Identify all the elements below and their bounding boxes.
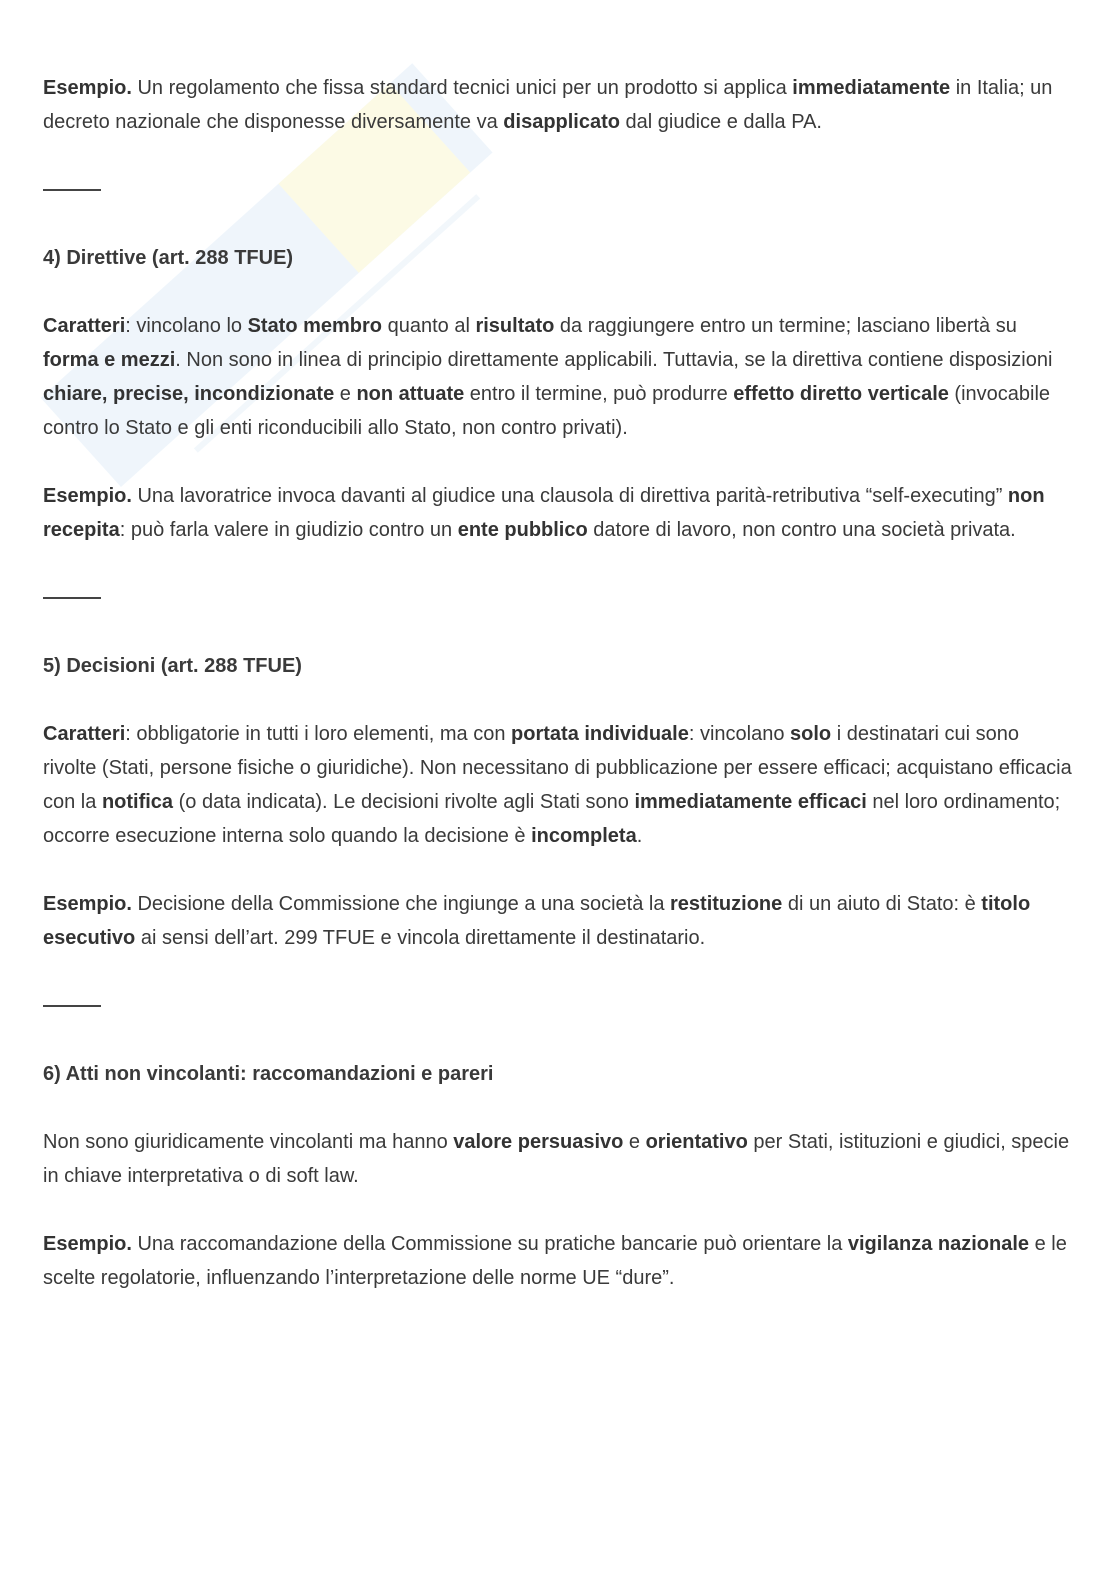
- section-divider: [43, 581, 1073, 615]
- bold-text: immediatamente: [792, 77, 951, 99]
- bold-text: Esempio.: [43, 1233, 132, 1255]
- text-run: . Non sono in linea di principio direttamente applicabili. Tuttavia, se la direttiva contiene disposizioni: [175, 349, 1053, 371]
- text-run: e: [334, 383, 357, 405]
- text-run: nel loro ordinamento; occorre esecuzione interna solo quando la decisione è: [43, 791, 1061, 847]
- text-run: i destinatari cui sono rivolte (Stati, persone fisiche o giuridiche). Non necessitano di pubblicazione per essere efficaci; acquistano efficacia con la: [43, 723, 1072, 813]
- bold-text: non recepita: [43, 485, 1045, 541]
- section-divider: [43, 173, 1073, 207]
- text-run: .: [636, 825, 643, 847]
- text-run: per Stati, istituzioni e giudici, specie in chiave interpretativa o di soft law.: [43, 1131, 1070, 1187]
- text-run: Decisione della Commissione che ingiunge a una società la: [131, 893, 671, 915]
- bold-text: portata individuale: [511, 723, 689, 745]
- text-run: : vincolano lo: [125, 315, 248, 337]
- section-divider: [43, 989, 1073, 1023]
- bold-text: titolo esecutivo: [43, 893, 1031, 949]
- bold-text: Esempio.: [43, 77, 132, 99]
- bold-text: Esempio.: [43, 485, 132, 507]
- bold-text: effetto diretto verticale: [733, 383, 949, 405]
- text-run: dal giudice e dalla PA.: [620, 111, 822, 133]
- paragraph: [43, 309, 1073, 445]
- bold-text: Caratteri: [43, 723, 126, 745]
- bold-text: Stato membro: [247, 315, 383, 337]
- bold-text: incompleta: [531, 825, 637, 847]
- bold-text: vigilanza nazionale: [847, 1233, 1030, 1255]
- text-run: Una raccomandazione della Commissione su pratiche bancarie può orientare la: [131, 1233, 848, 1255]
- text-run: Non sono giuridicamente vincolanti ma hanno: [43, 1131, 454, 1153]
- bold-text: Caratteri: [43, 315, 126, 337]
- text-run: (o data indicata). Le decisioni rivolte agli Stati sono: [173, 791, 635, 813]
- bold-text: orientativo: [645, 1131, 748, 1153]
- bold-text: risultato: [475, 315, 555, 337]
- bold-text: ente pubblico: [457, 519, 588, 541]
- paragraph: [43, 717, 1073, 853]
- bold-text: non attuate: [356, 383, 465, 405]
- paragraph: [43, 1227, 1073, 1295]
- bold-text: forma e mezzi: [43, 349, 176, 371]
- text-run: (invocabile contro lo Stato e gli enti riconducibili allo Stato, non contro privati).: [43, 383, 1051, 439]
- document-body: [43, 71, 1073, 1329]
- bold-text: disapplicato: [503, 111, 620, 133]
- text-run: : può farla valere in giudizio contro un: [119, 519, 458, 541]
- text-run: datore di lavoro, non contro una società privata.: [587, 519, 1016, 541]
- text-run: e le scelte regolatorie, influenzando l’interpretazione delle norme UE “dure”.: [43, 1233, 1067, 1289]
- text-run: quanto al: [382, 315, 476, 337]
- text-run: di un aiuto di Stato: è: [782, 893, 982, 915]
- bold-text: Esempio.: [43, 893, 132, 915]
- bold-text: valore persuasivo: [453, 1131, 624, 1153]
- section-heading: 5) Decisioni (art. 288 TFUE): [43, 655, 302, 677]
- paragraph: [43, 71, 1073, 139]
- text-run: entro il termine, può produrre: [464, 383, 734, 405]
- text-run: e: [623, 1131, 646, 1153]
- bold-text: solo: [790, 723, 832, 745]
- text-run: da raggiungere entro un termine; lasciano libertà su: [554, 315, 1017, 337]
- text-run: Un regolamento che fissa standard tecnici unici per un prodotto si applica: [131, 77, 793, 99]
- paragraph: [43, 479, 1073, 547]
- bold-text: chiare, precise, incondizionate: [43, 383, 335, 405]
- paragraph: [43, 1125, 1073, 1193]
- section-heading: 6) Atti non vincolanti: raccomandazioni e pareri: [43, 1063, 494, 1085]
- text-run: : obbligatorie in tutti i loro elementi, ma con: [125, 723, 512, 745]
- bold-text: restituzione: [670, 893, 783, 915]
- bold-text: notifica: [101, 791, 174, 813]
- text-run: Una lavoratrice invoca davanti al giudice una clausola di direttiva parità-retributiva “self-executing”: [131, 485, 1008, 507]
- section-heading: 4) Direttive (art. 288 TFUE): [43, 247, 294, 269]
- paragraph: [43, 887, 1073, 955]
- text-run: ai sensi dell’art. 299 TFUE e vincola direttamente il destinatario.: [135, 927, 706, 949]
- bold-text: immediatamente efficaci: [634, 791, 867, 813]
- text-run: : vincolano: [688, 723, 791, 745]
- text-run: in Italia; un decreto nazionale che disponesse diversamente va: [43, 77, 1053, 133]
